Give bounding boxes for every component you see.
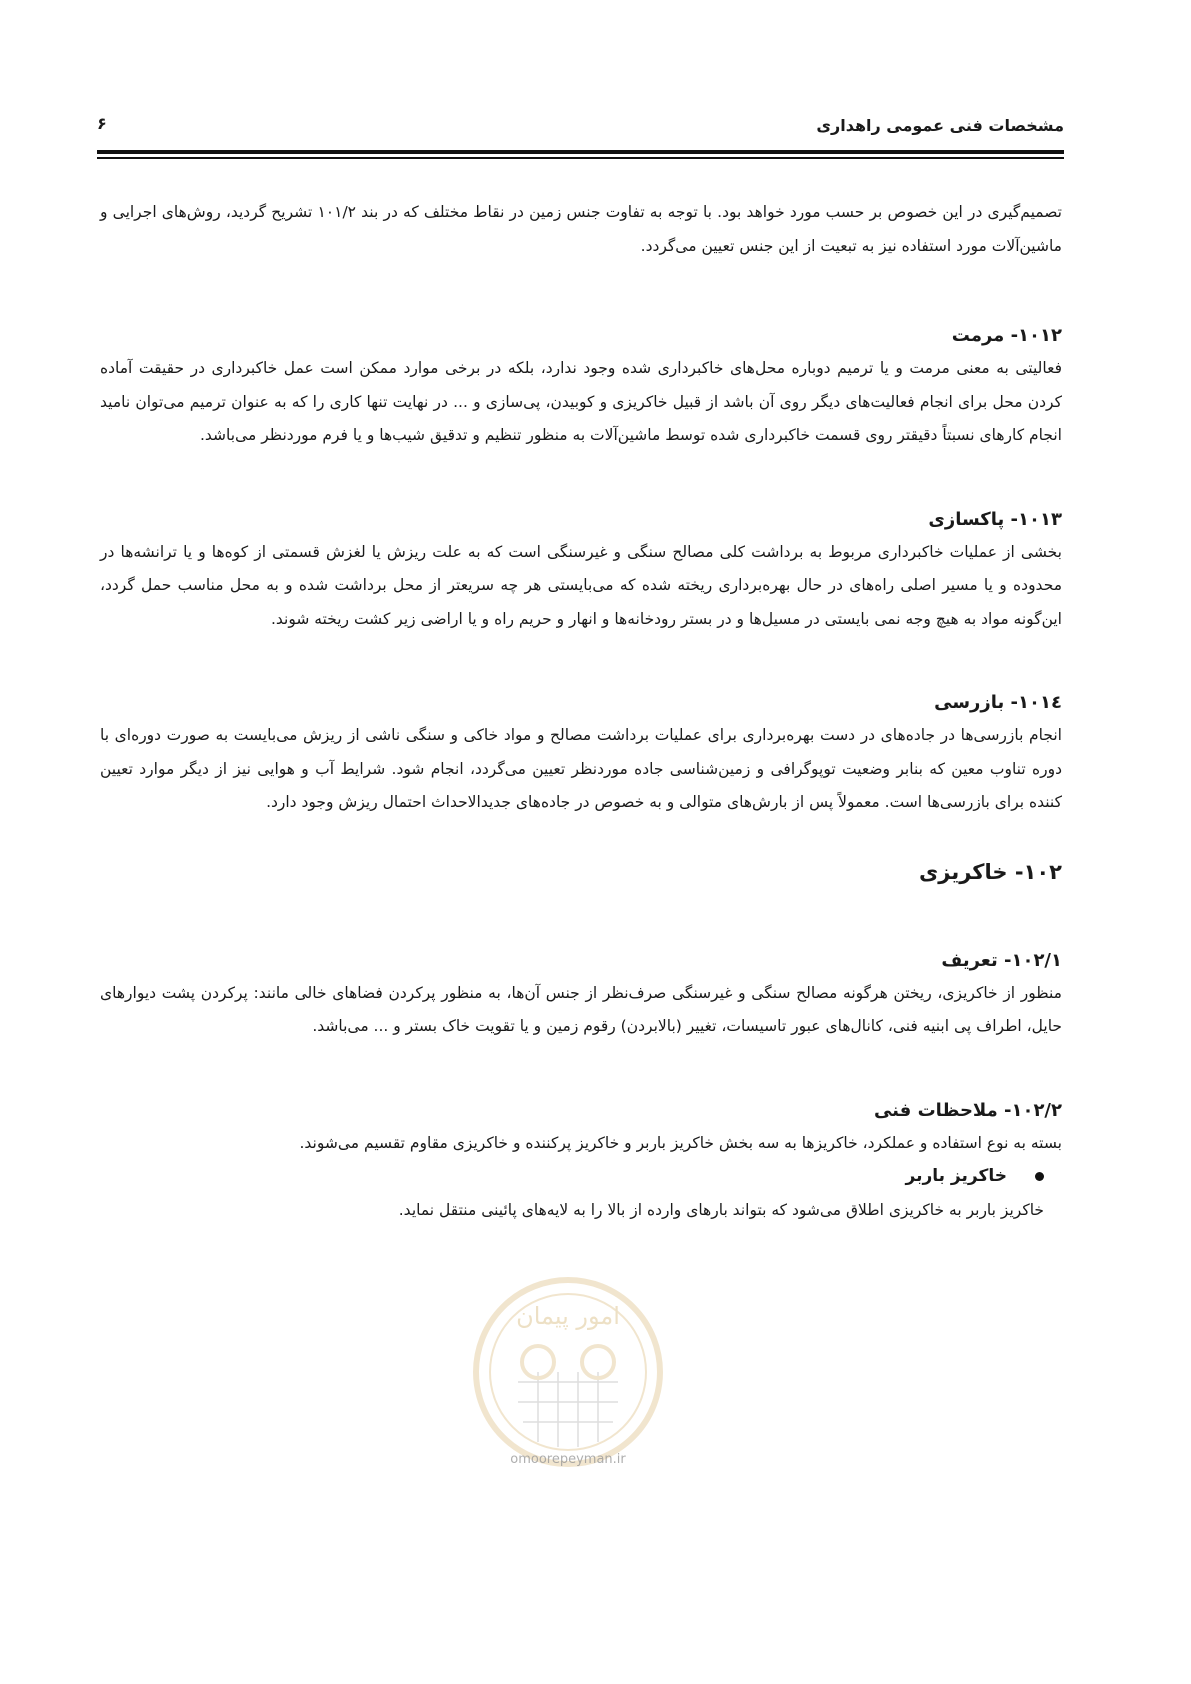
heading-1022: ۱۰۲/۲- ملاحظات فنی bbox=[873, 1099, 1062, 1121]
watermark-url: omoorepeyman.ir bbox=[510, 1452, 626, 1467]
page-number: ۶ bbox=[97, 114, 107, 133]
paragraph-1012: فعالیتی به معنی مرمت و یا ترمیم دوباره محل‌های خاکبرداری شده وجود ندارد، بلکه در برخی موارد ممکن است عمل خاکبرداری در حقیقت آماده کردن محل برای انجام فعالیت‌های دیگر روی آن باشد از قبیل خاکریزی و کوبیدن، پی‌سازی و ... در نهایت تنها کاری را که به عنوان ترمیم می‌توان نامید انجام کارهای نسبتاً دقیقتر روی قسمت خاکبرداری شده توسط ماشین‌آلات به منظور تنظیم و تدقیق شیب‌ها و یا فرم موردنظر می‌باشد. bbox=[100, 359, 1062, 444]
watermark-logo-text: امور پیمان bbox=[516, 1302, 620, 1330]
bullet-dot bbox=[1035, 1172, 1044, 1181]
heading-1021: ۱۰۲/۱- تعریف bbox=[941, 949, 1062, 971]
paragraph-1014: انجام بازرسی‌ها در جاده‌های در دست بهره‌برداری برای عملیات برداشت مصالح و مواد خاکی و سنگی ناشی از ریزش می‌بایست به صورت دوره‌ای با دوره تناوب معین که بنابر وضعیت توپوگرافی و زمین‌شناسی جاده موردنظر تعیین می‌گردد، انجام شود. شرایط آب و هوایی نیز از دیگر موارد تعیین کننده برای بازرسی‌ها است. معمولاً پس از بارش‌های متوالی و به خصوص در جاده‌های جدیدالاحداث احتمال ریزش وجود دارد. bbox=[100, 726, 1062, 811]
heading-1012: ۱۰۱۲- مرمت bbox=[951, 325, 1062, 346]
header-rule-thin bbox=[97, 157, 1064, 159]
bullet-paragraph: خاکریز باربر به خاکریزی اطلاق می‌شود که بتواند بارهای وارده از بالا را به لایه‌های پائینی منتقل نماید. bbox=[398, 1200, 1044, 1219]
paragraph-1013: بخشی از عملیات خاکبرداری مربوط به برداشت کلی مصالح سنگی و غیرسنگی است که به علت ریزش یا لغزش قسمتی از کوه‌ها و یا ترانشه‌ها در محدوده و یا مسیر اصلی راه‌های در حال بهره‌برداری ریخته شده که می‌بایستی هر چه سریعتر از محل برداشت شده و به محل مناسب حمل گردد، این‌گونه مواد به هیچ وجه نمی بایستی در مسیل‌ها و در بستر رودخانه‌ها و انهار و حریم راه و یا اراضی زیر کشت ریخته شوند. bbox=[100, 542, 1062, 628]
paragraph-1022: بسته به نوع استفاده و عملکرد، خاکریزها به سه بخش خاکریز باربر و خاکریز پرکننده و خاکریزی مقاوم تقسیم می‌شوند. bbox=[299, 1133, 1062, 1152]
intro-paragraph: تصمیم‌گیری در این خصوص بر حسب مورد خواهد بود. با توجه به تفاوت جنس زمین در نقاط مختلف که در بند ۱۰۱/۲ تشریح گردید، روش‌های اجرایی و ماشین‌آلات مورد استفاده نیز به تبعیت از این جنس تعیین می‌گردد. bbox=[100, 203, 1062, 255]
heading-102: ۱۰۲- خاکریزی bbox=[919, 859, 1062, 884]
heading-1014: ۱۰۱٤- بازرسی bbox=[934, 692, 1062, 713]
bullet-label: خاکریز باربر bbox=[905, 1166, 1007, 1186]
watermark-logo bbox=[468, 1262, 668, 1482]
header-title: مشخصات فنی عمومی راهداری bbox=[816, 116, 1064, 135]
document-body bbox=[100, 196, 1062, 1227]
page-header bbox=[97, 112, 1064, 142]
bullet-item bbox=[100, 1160, 1062, 1194]
heading-1013: ۱۰۱۳- پاکسازی bbox=[928, 508, 1062, 530]
header-rule-thick bbox=[97, 150, 1064, 154]
paragraph-1021: منظور از خاکریزی، ریختن هرگونه مصالح سنگی و غیرسنگی صرف‌نظر از جنس آن‌ها، به منظور پرکردن فضاهای خالی مانند: پرکردن پشت دیوارهای حایل، اطراف پی ابنیه فنی، کانال‌های عبور تاسیسات، تغییر (بالابردن) رقوم زمین و یا تقویت خاک بستر و ... می‌باشد. bbox=[100, 983, 1062, 1035]
